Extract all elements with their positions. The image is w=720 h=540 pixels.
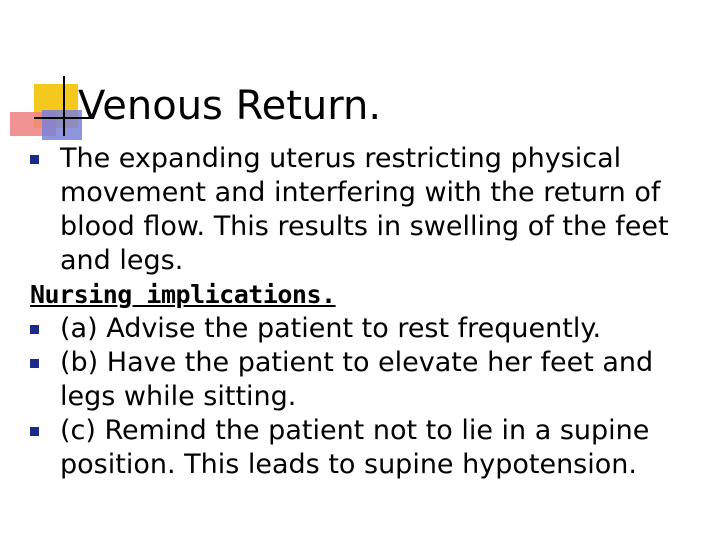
nursing-implications-heading: Nursing implications. [30, 280, 336, 309]
list-item [30, 312, 702, 346]
decoration-blue-square [42, 110, 82, 140]
list-item-text: (c) Remind the patient not to lie in a supine position. This leads to supine hypotension. [60, 415, 650, 480]
bullet-icon [30, 359, 39, 368]
list-item [30, 346, 702, 414]
decoration-vertical-line [63, 76, 65, 136]
list-item [30, 414, 702, 482]
intro-text: The expanding uterus restricting physical movement and interfering with the return of blood flow. This results in swelling of the feet and legs. [60, 143, 669, 276]
bullet-icon [30, 427, 39, 436]
intro-paragraph [30, 142, 702, 278]
list-item-text: (b) Have the patient to elevate her feet and legs while sitting. [60, 347, 654, 412]
bullet-icon [30, 325, 39, 334]
slide-body [30, 142, 702, 482]
list-item-text: (a) Advise the patient to rest frequently. [60, 313, 602, 344]
bullet-icon [30, 155, 39, 164]
slide-title: Venous Return. [78, 83, 382, 129]
